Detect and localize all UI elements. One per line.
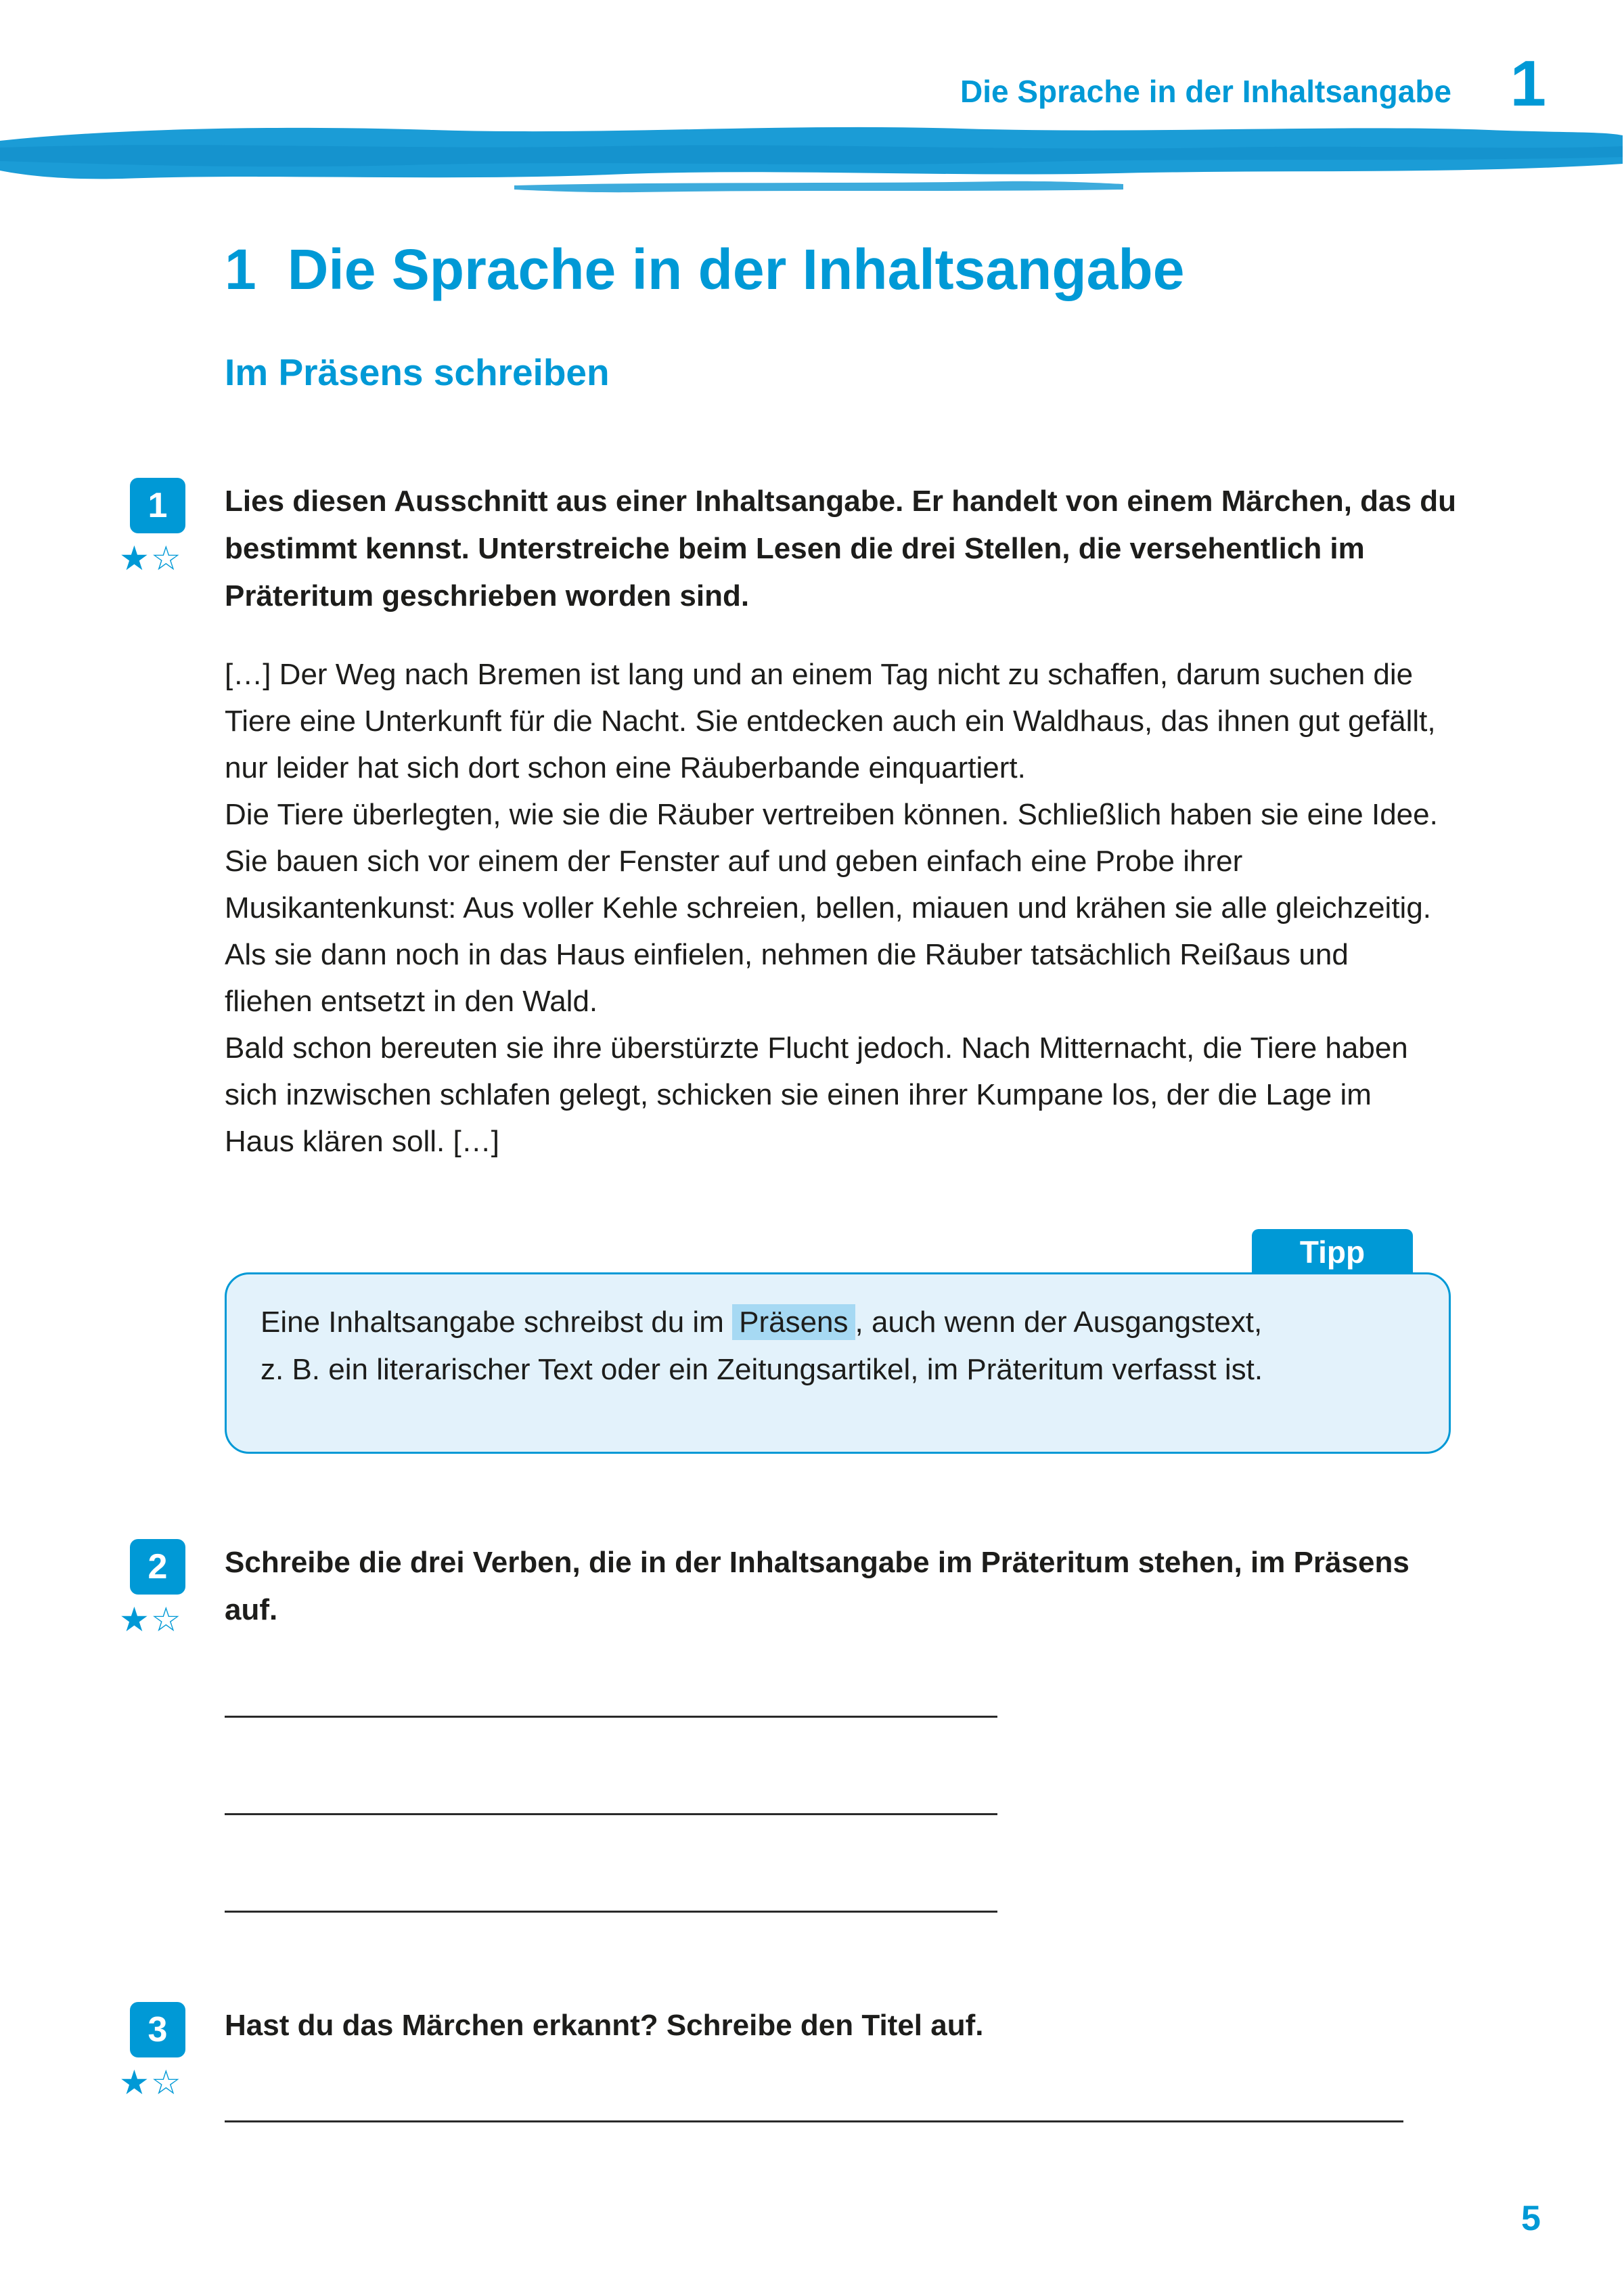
star-filled-icon: ★ [119,539,151,577]
tip-text [261,1299,1269,1394]
exercise-1-badge: 1 [130,478,185,533]
exercise-3-badge: 3 [130,2002,185,2057]
answer-line[interactable] [225,1911,997,1913]
page-title-text: Die Sprache in der Inhaltsangabe [287,238,1185,301]
star-outline-icon: ☆ [150,539,183,577]
exercise-3-instruction: Hast du das Märchen erkannt? Schreibe den Titel auf. [225,2009,984,2042]
reading-passage [225,651,1443,1165]
tip-text-before: Eine Inhaltsangabe schreibst du im [261,1306,733,1339]
exercise-1-difficulty-stars [119,541,183,575]
star-filled-icon: ★ [119,2064,151,2101]
page-subtitle: Im Präsens schreiben [225,351,610,393]
answer-line[interactable] [225,2120,1403,2122]
star-outline-icon: ☆ [150,1601,183,1639]
running-header-title: Die Sprache in der Inhaltsangabe [960,74,1451,109]
tip-highlight: Präsens [732,1304,855,1340]
page-title-number: 1 [225,238,256,301]
page-title [225,238,1184,300]
page-number: 5 [1521,2199,1541,2238]
passage-paragraph: […] Der Weg nach Bremen ist lang und an einem Tag nicht zu schaffen, darum suchen die Tiere eine Unterkunft für die Nacht. Sie entdecken auch ein Waldhaus, das ihnen gut gefällt, nur leider hat sich dort schon eine Räuberbande einquartiert. [225,658,1436,784]
passage-paragraph: Die Tiere überlegten, wie sie die Räuber vertreiben können. Schließlich haben sie eine Idee. Sie bauen sich vor einem der Fenster auf und geben einfach eine Probe ihrer Musikantenkunst: Aus voller Kehle schreien, bellen, miauen und krähen sie alle gleichzeitig. Als sie dann noch in das Haus einfielen, nehmen die Räuber tatsächlich Reißaus und fliehen entsetzt in den Wald. [225,798,1438,1018]
answer-line[interactable] [225,1716,997,1718]
tip-text-after: , auch wenn der Ausgangstext, z. B. ein literarischer Text oder ein Zeitungsartikel, im Präteritum verfasst ist. [261,1306,1263,1386]
passage-paragraph: Bald schon bereuten sie ihre überstürzte Flucht jedoch. Nach Mitternacht, die Tiere haben sich inzwischen schlafen gelegt, schicken sie einen ihrer Kumpane los, der die Lage im Haus klären soll. […] [225,1031,1408,1158]
tip-box [225,1272,1451,1454]
header-brush-stroke-icon [0,120,1624,198]
running-header-chapter-number: 1 [1510,47,1546,120]
star-outline-icon: ☆ [150,2064,183,2101]
exercise-3-difficulty-stars [119,2066,183,2099]
exercise-2-instruction: Schreibe die drei Verben, die in der Inhaltsangabe im Präteritum stehen, im Präsens auf. [225,1546,1409,1626]
exercise-1-instruction: Lies diesen Ausschnitt aus einer Inhaltsangabe. Er handelt von einem Märchen, das du bestimmt kennst. Unterstreiche beim Lesen die drei Stellen, die versehentlich im Präteritum geschrieben worden sind. [225,485,1456,613]
star-filled-icon: ★ [119,1601,151,1639]
answer-line[interactable] [225,1813,997,1815]
tip-tab: Tipp [1252,1229,1413,1275]
exercise-2-difficulty-stars [119,1603,183,1637]
exercise-2-badge: 2 [130,1539,185,1595]
